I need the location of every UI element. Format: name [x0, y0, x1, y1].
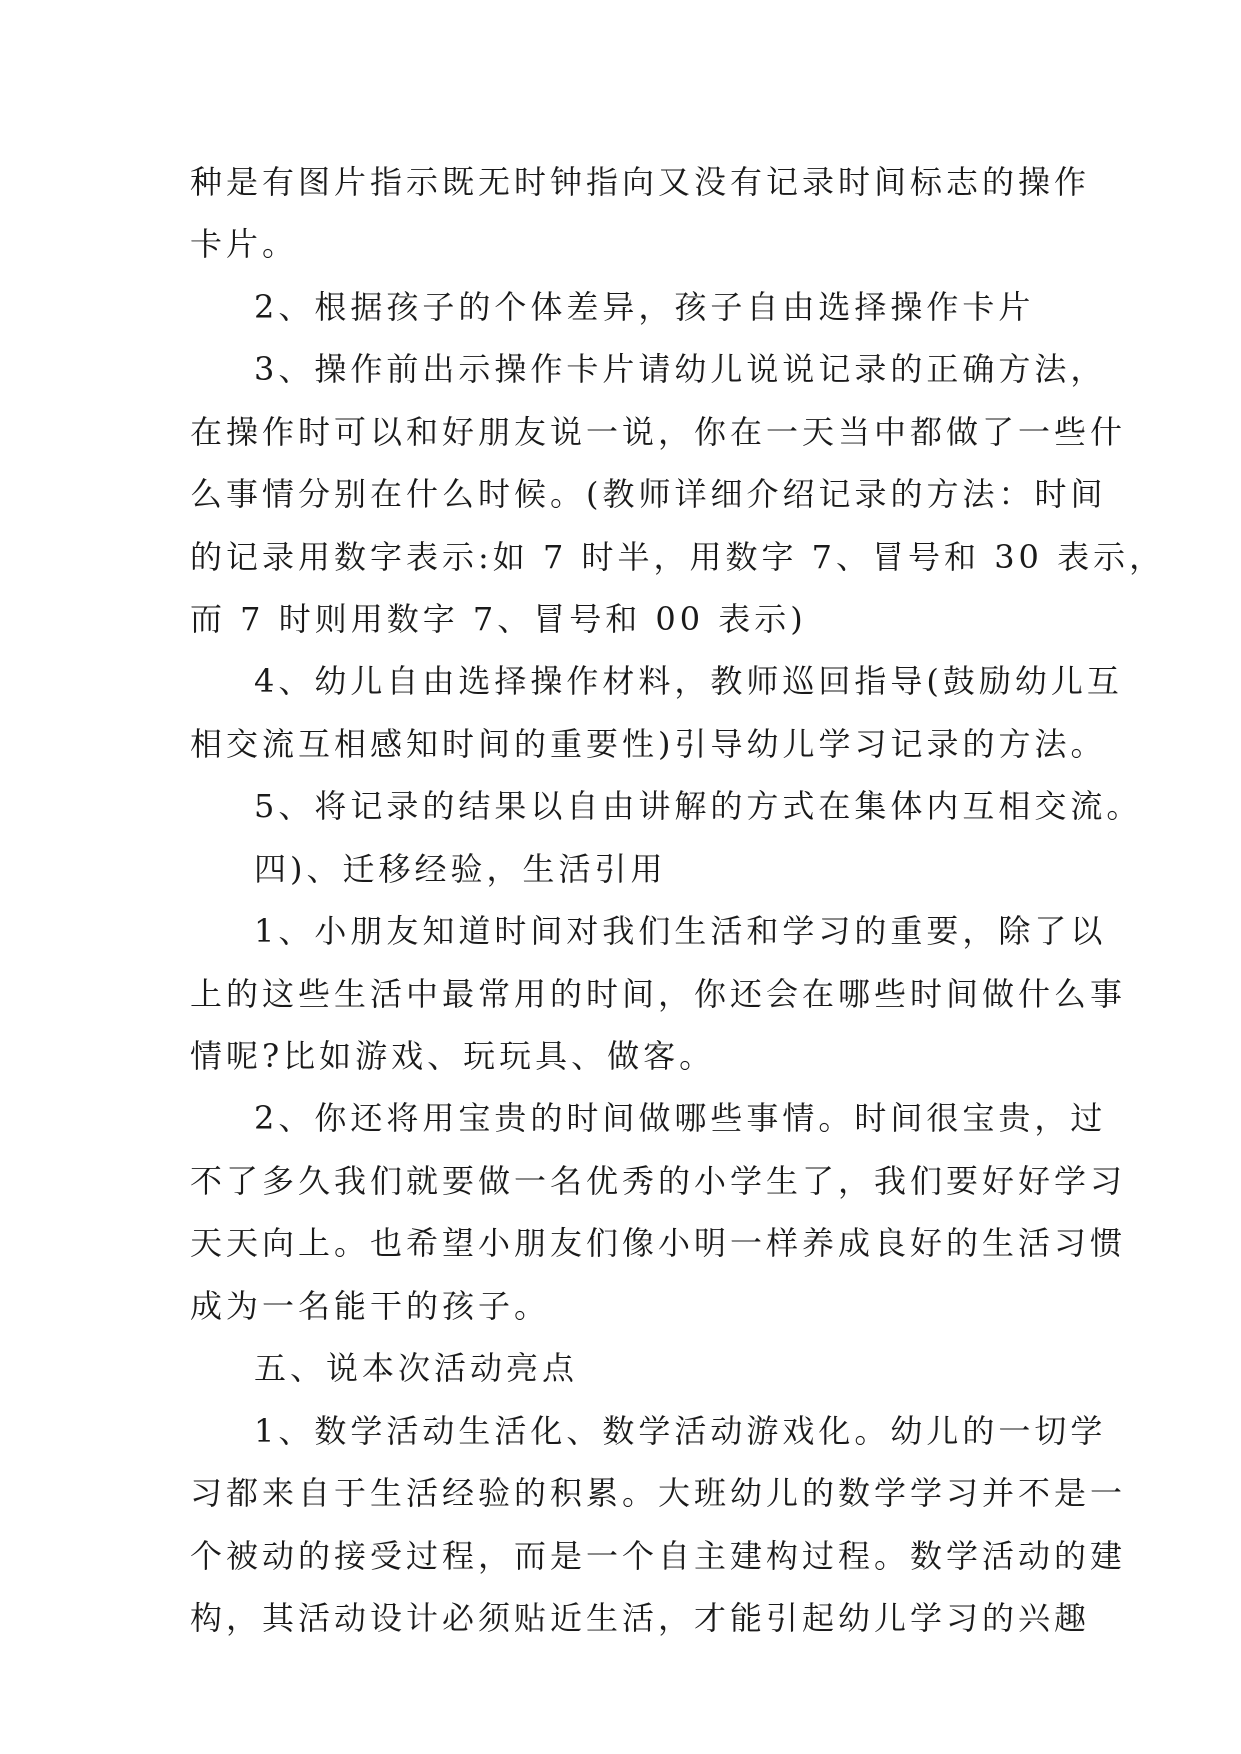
text-line: 成为一名能干的孩子。	[190, 1287, 551, 1325]
text-line: 不了多久我们就要做一名优秀的小学生了，我们要好好学习	[190, 1162, 1127, 1200]
text-line: 么事情分别在什么时候。(教师详细介绍记录的方法：时间	[190, 475, 1107, 513]
text-line: 1、小朋友知道时间对我们生活和学习的重要，除了以	[254, 912, 1107, 950]
text-line: 在操作时可以和好朋友说一说，你在一天当中都做了一些什	[190, 413, 1127, 451]
section-heading: 四)、迁移经验，生活引用	[254, 850, 667, 888]
text-line: 5、将记录的结果以自由讲解的方式在集体内互相交流。	[254, 787, 1143, 825]
text-line: 情呢?比如游戏、玩玩具、做客。	[190, 1037, 716, 1075]
text-line: 的记录用数字表示:如 7 时半，用数字 7、冒号和 30 表示，	[190, 538, 1166, 576]
text-line: 相交流互相感知时间的重要性)引导幼儿学习记录的方法。	[190, 725, 1107, 763]
text-line: 构，其活动设计必须贴近生活，才能引起幼儿学习的兴趣	[190, 1599, 1091, 1637]
text-line: 种是有图片指示既无时钟指向又没有记录时间标志的操作	[190, 163, 1091, 201]
text-line: 3、操作前出示操作卡片请幼儿说说记录的正确方法，	[254, 350, 1107, 388]
text-line: 天天向上。也希望小朋友们像小明一样养成良好的生活习惯	[190, 1224, 1127, 1262]
text-line: 2、你还将用宝贵的时间做哪些事情。时间很宝贵，过	[254, 1099, 1107, 1137]
text-line: 卡片。	[190, 225, 299, 263]
text-line: 1、数学活动生活化、数学活动游戏化。幼儿的一切学	[254, 1412, 1107, 1450]
text-line: 而 7 时则用数字 7、冒号和 00 表示)	[190, 600, 807, 638]
section-heading: 五、说本次活动亮点	[254, 1349, 579, 1387]
text-line: 习都来自于生活经验的积累。大班幼儿的数学学习并不是一	[190, 1474, 1127, 1512]
text-line: 个被动的接受过程，而是一个自主建构过程。数学活动的建	[190, 1537, 1127, 1575]
text-line: 上的这些生活中最常用的时间，你还会在哪些时间做什么事	[190, 975, 1127, 1013]
text-line: 2、根据孩子的个体差异，孩子自由选择操作卡片	[254, 288, 1035, 326]
text-line: 4、幼儿自由选择操作材料，教师巡回指导(鼓励幼儿互	[254, 662, 1123, 700]
